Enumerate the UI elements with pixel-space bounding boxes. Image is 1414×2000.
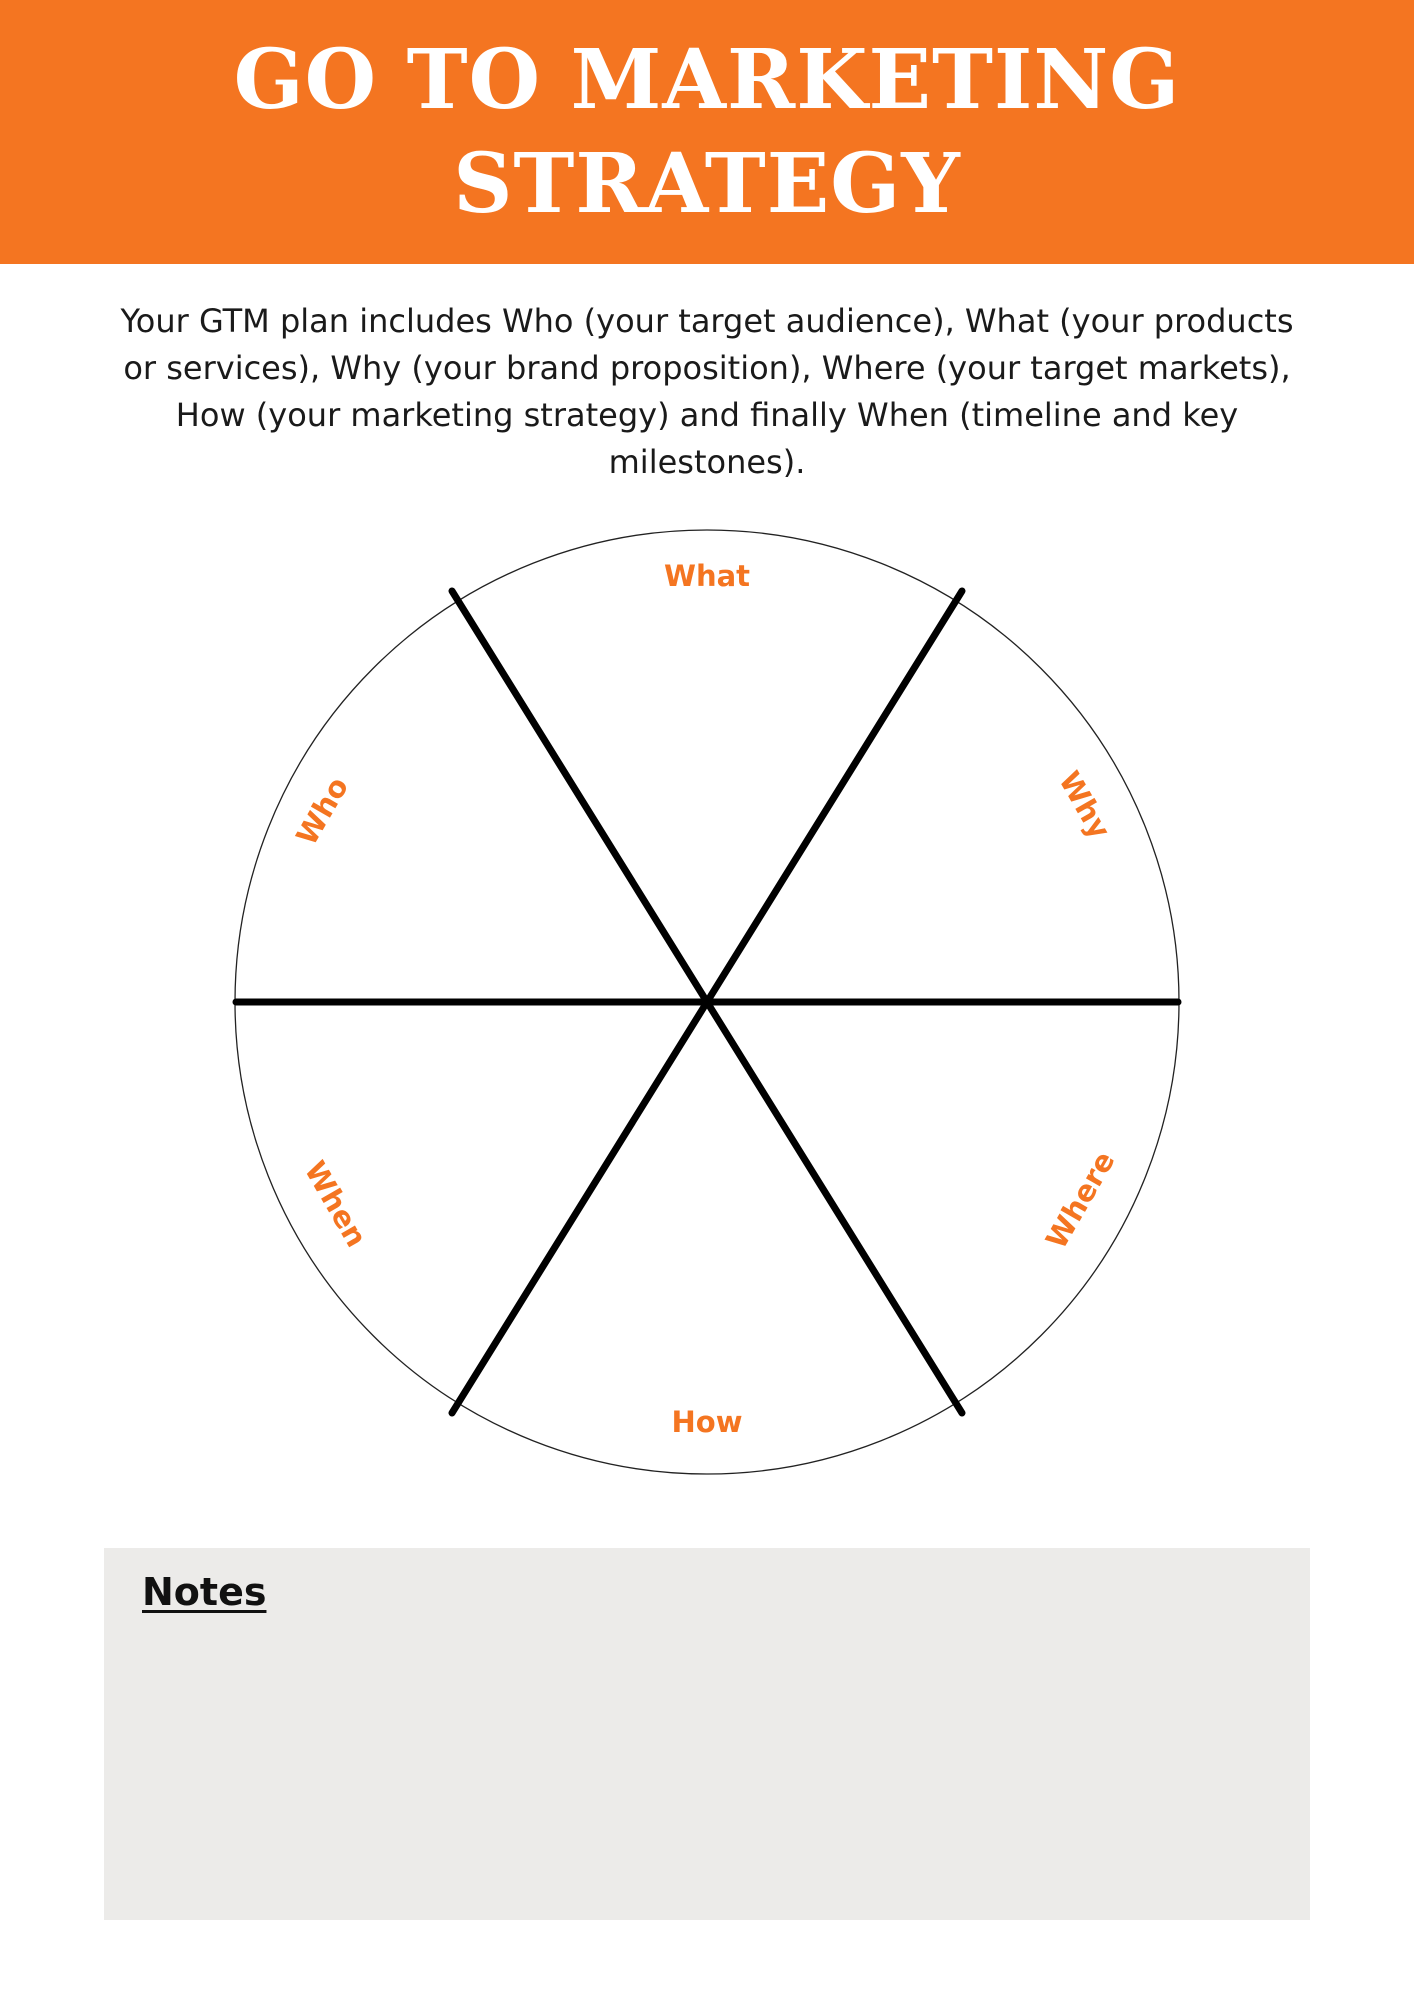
gtm-wheel <box>225 520 1189 1484</box>
segment-label-how: How <box>671 1405 743 1439</box>
title-line-2: STRATEGY <box>453 136 961 232</box>
segment-label-why: Why <box>1052 765 1118 845</box>
segment-label-what: What <box>663 559 751 593</box>
title-line-1: GO TO MARKETING <box>233 32 1181 128</box>
segment-label-where: Where <box>1038 1145 1122 1255</box>
intro-line-1: Your GTM plan includes Who (your target audience), What (your products <box>120 302 1294 340</box>
intro-paragraph <box>100 298 1314 486</box>
header-banner <box>0 0 1414 264</box>
intro-line-2: or services), Why (your brand proposition), Where (your target markets), <box>123 349 1291 387</box>
notes-box[interactable] <box>104 1548 1310 1920</box>
intro-line-3: How (your marketing strategy) and finally When (timeline and key <box>175 396 1239 434</box>
notes-title: Notes <box>142 1570 267 1614</box>
intro-line-4: milestones). <box>608 443 806 481</box>
segment-label-who: Who <box>289 771 356 851</box>
segment-label-when: When <box>297 1155 374 1253</box>
page-title <box>234 28 1181 236</box>
